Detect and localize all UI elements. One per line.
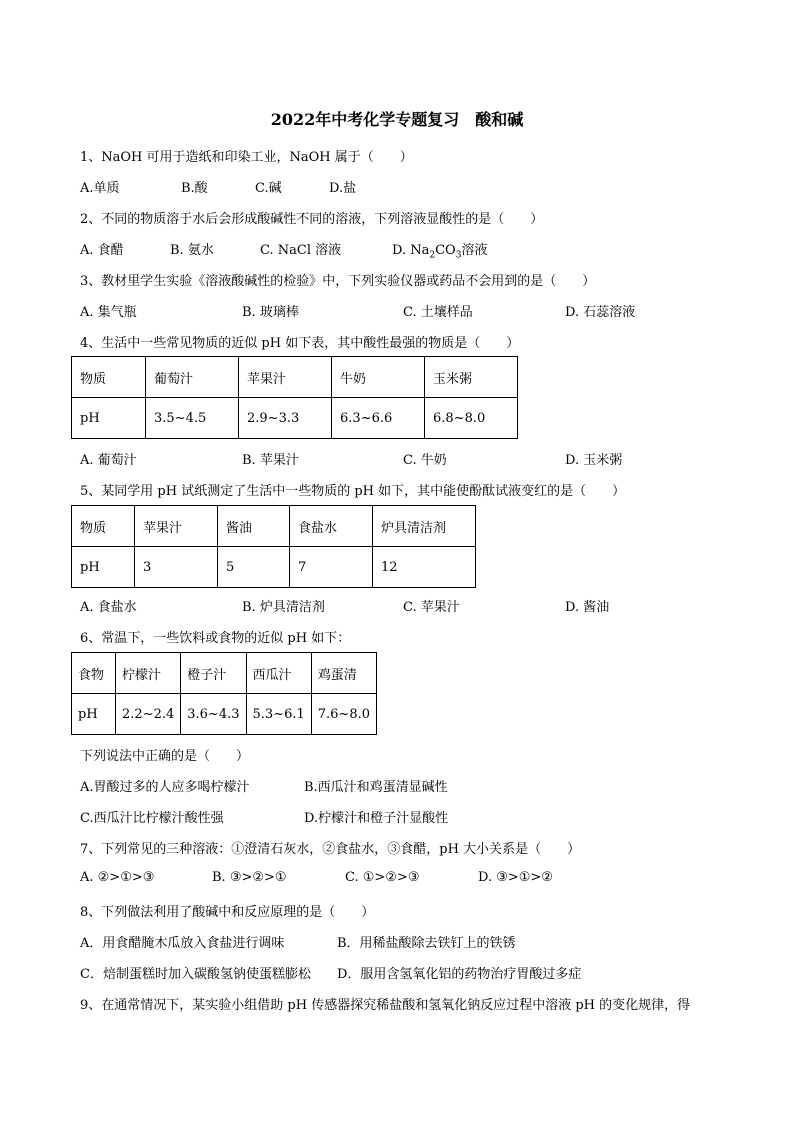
table-row <box>72 398 518 439</box>
table-cell: 玉米粥 <box>425 357 518 398</box>
q3-option-a: A. 集气瓶 <box>80 305 137 320</box>
q5-option-a: A. 食盐水 <box>80 600 137 615</box>
q1-option-b: B.酸 <box>181 181 208 196</box>
table-cell: 3 <box>135 547 218 588</box>
q4-option-a: A. 葡萄汁 <box>80 453 137 468</box>
table-row <box>72 506 476 547</box>
table-cell: 牛奶 <box>332 357 425 398</box>
q1-option-d: D.盐 <box>329 181 357 196</box>
question-6-prompt: 下列说法中正确的是（ ） <box>80 749 250 764</box>
table-cell: 食盐水 <box>290 506 373 547</box>
q7-option-a: A. ②>①>③ <box>80 870 155 885</box>
q7-option-b: B. ③>②>① <box>212 870 287 885</box>
table-cell: 酱油 <box>218 506 290 547</box>
table-cell: 物质 <box>72 506 135 547</box>
q8-option-c: C．焙制蛋糕时加入碳酸氢钠使蛋糕膨松 <box>80 967 311 982</box>
q2-option-b: B. 氨水 <box>170 243 214 258</box>
q4-option-b: B. 苹果汁 <box>242 453 299 468</box>
q6-option-d: D.柠檬汁和橙子汁显酸性 <box>304 811 449 826</box>
question-5: 5、某同学用 pH 试纸测定了生活中一些物质的 pH 如下，其中能使酚酞试液变红的是（ ） <box>80 484 626 499</box>
q2-option-d: D. $Na_2CO_3$溶液 <box>392 243 488 261</box>
question-9: 9、在通常情况下，某实验小组借助 pH 传感器探究稀盐酸和氢氧化钠反应过程中溶液 pH 的变化规律，得 <box>80 998 691 1013</box>
question-3: 3、教材里学生实验《溶液酸碱性的检验》中，下列实验仪器或药品不会用到的是（ ） <box>80 274 596 289</box>
table-cell: 5 <box>218 547 290 588</box>
question-2: 2、不同的物质溶于水后会形成酸碱性不同的溶液，下列溶液显酸性的是（ ） <box>80 212 544 227</box>
table-cell: 物质 <box>72 357 146 398</box>
q3-option-d: D. 石蕊溶液 <box>565 305 636 320</box>
table-cell: 橙子汁 <box>181 653 246 694</box>
question-7: 7、下列常见的三种溶液：①澄清石灰水，②食盐水，③食醋，pH 大小关系是（ ） <box>80 842 581 857</box>
table-cell: 12 <box>373 547 476 588</box>
q3-option-c: C. 土壤样品 <box>403 305 473 320</box>
table-row <box>72 694 377 735</box>
table-cell: 西瓜汁 <box>246 653 311 694</box>
table-cell: 5.3~6.1 <box>246 694 311 735</box>
table-cell: 苹果汁 <box>135 506 218 547</box>
q6-ph-table <box>71 652 377 735</box>
q8-option-b: B．用稀盐酸除去铁钉上的铁锈 <box>337 936 516 951</box>
q6-option-a: A.胃酸过多的人应多喝柠檬汁 <box>80 780 250 795</box>
q7-option-c: C. ①>②>③ <box>345 870 420 885</box>
table-cell: 7.6~8.0 <box>311 694 376 735</box>
table-cell: 3.5~4.5 <box>146 398 239 439</box>
q5-option-c: C. 苹果汁 <box>403 600 460 615</box>
question-1: 1、NaOH 可用于造纸和印染工业，NaOH 属于（ ） <box>80 150 413 165</box>
table-cell: 6.8~8.0 <box>425 398 518 439</box>
table-row <box>72 653 377 694</box>
table-cell: 葡萄汁 <box>146 357 239 398</box>
q4-option-d: D. 玉米粥 <box>565 453 623 468</box>
table-cell: 苹果汁 <box>239 357 332 398</box>
q1-option-a: A.单质 <box>80 181 120 196</box>
table-cell: pH <box>72 398 146 439</box>
q4-ph-table <box>71 356 518 439</box>
table-cell: 鸡蛋清 <box>311 653 376 694</box>
q3-option-b: B. 玻璃棒 <box>242 305 299 320</box>
q5-option-d: D. 酱油 <box>565 600 610 615</box>
table-cell: 炉具清洁剂 <box>373 506 476 547</box>
page-title: 2022年中考化学专题复习 酸和碱 <box>270 110 524 129</box>
table-cell: pH <box>72 694 116 735</box>
table-cell: 2.9~3.3 <box>239 398 332 439</box>
q5-option-b: B. 炉具清洁剂 <box>242 600 325 615</box>
table-cell: 3.6~4.3 <box>181 694 246 735</box>
question-6: 6、常温下，一些饮料或食物的近似 pH 如下： <box>80 631 351 646</box>
table-cell: 柠檬汁 <box>116 653 181 694</box>
table-cell: 7 <box>290 547 373 588</box>
table-cell: pH <box>72 547 135 588</box>
question-8: 8、下列做法利用了酸碱中和反应原理的是（ ） <box>80 905 375 920</box>
q6-option-b: B.西瓜汁和鸡蛋清显碱性 <box>304 780 448 795</box>
q6-option-c: C.西瓜汁比柠檬汁酸性强 <box>80 811 224 826</box>
table-cell: 食物 <box>72 653 116 694</box>
q1-option-c: C.碱 <box>255 181 282 196</box>
question-4: 4、生活中一些常见物质的近似 pH 如下表，其中酸性最强的物质是（ ） <box>80 336 520 351</box>
table-cell: 2.2~2.4 <box>116 694 181 735</box>
q4-option-c: C. 牛奶 <box>403 453 447 468</box>
table-row <box>72 357 518 398</box>
q5-ph-table <box>71 505 476 588</box>
q2-option-c: C. NaCl 溶液 <box>260 243 342 258</box>
q8-option-d: D．服用含氢氧化铝的药物治疗胃酸过多症 <box>337 967 582 982</box>
table-cell: 6.3~6.6 <box>332 398 425 439</box>
table-row <box>72 547 476 588</box>
q2-option-a: A. 食醋 <box>80 243 124 258</box>
q8-option-a: A．用食醋腌木瓜放入食盐进行调味 <box>80 936 285 951</box>
q7-option-d: D. ③>①>② <box>478 870 553 885</box>
